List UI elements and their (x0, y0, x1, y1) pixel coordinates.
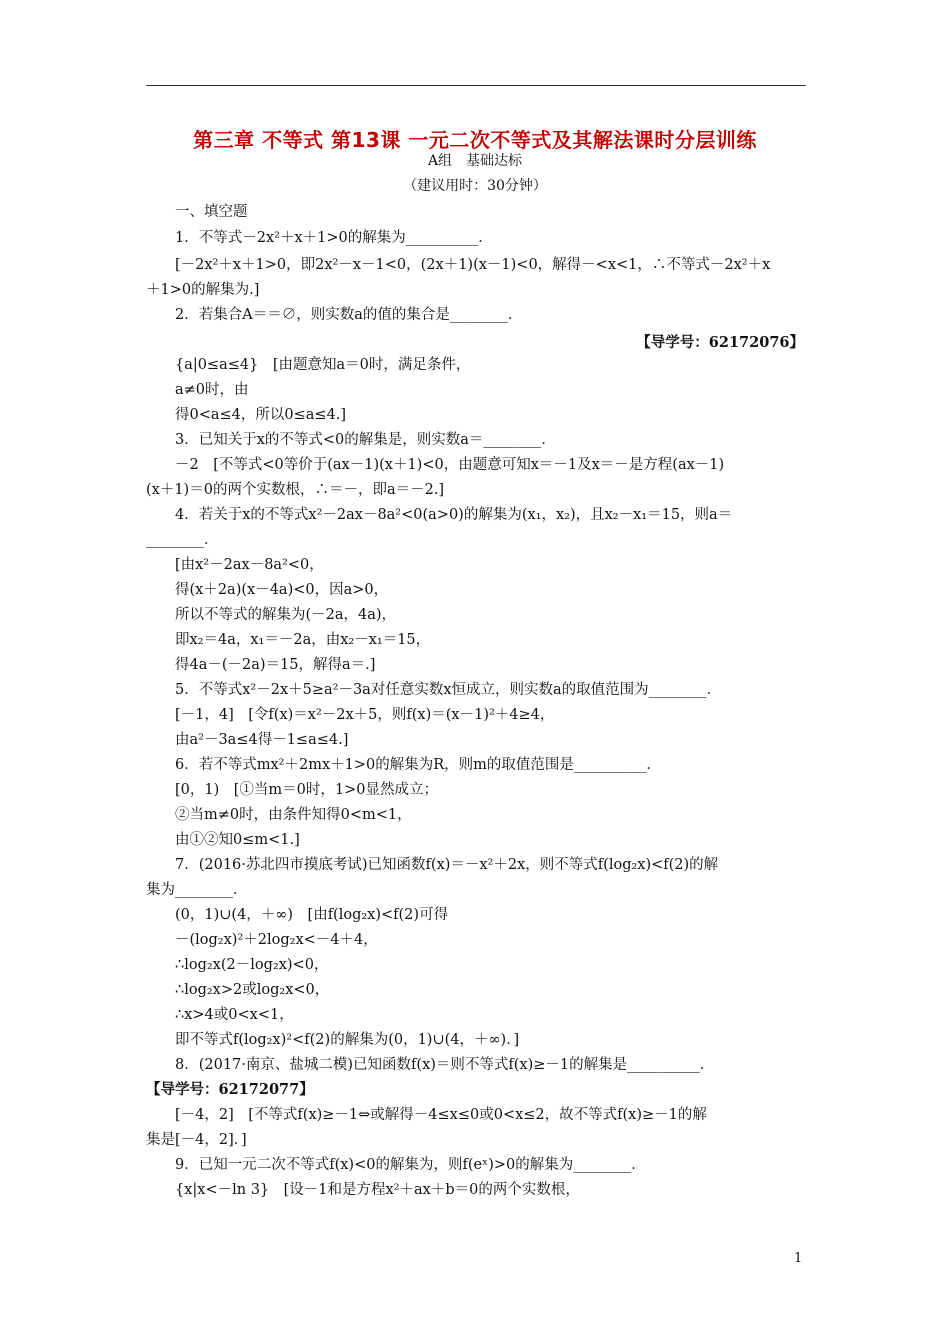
text-line: [由x²－2ax－8a²<0， (175, 557, 324, 573)
text-line: 2．若集合A＝＝∅，则实数a的值的集合是________． (175, 307, 523, 323)
text-line: [－4，2] [不等式f(x)≥－1⇔或解得－4≤x≤0或0<x≤2，故不等式f(x)≥－1的解 (175, 1107, 707, 1123)
text-line: a≠0时，由 (175, 382, 249, 398)
text-line: 集为________． (146, 882, 248, 898)
text-line: 8．(2017·南京、盐城二模)已知函数f(x)＝则不等式f(x)≥－1的解集是__________． (175, 1057, 715, 1073)
text-line: ∴log₂x>2或log₂x<0， (175, 982, 330, 998)
text-line: ∴log₂x(2－log₂x)<0， (175, 957, 329, 973)
text-line: 即不等式f(log₂x)²<f(2)的解集为(0，1)∪(4，＋∞)．] (175, 1032, 520, 1048)
time-hint: （建议用时：30分钟） (403, 178, 547, 194)
text-line: 9．已知一元二次不等式f(x)<0的解集为，则f(eˣ)>0的解集为________． (175, 1157, 646, 1173)
text-line: 6．若不等式mx²＋2mx＋1>0的解集为R，则m的取值范围是__________． (175, 757, 661, 773)
text-line: 7．(2016·苏北四市摸底考试)已知函数f(x)＝－x²＋2x，则不等式f(log₂x)<f(2)的解 (175, 857, 719, 873)
text-line: 得(x＋2a)(x－4a)<0，因a>0， (175, 582, 389, 598)
text-line: [－1，4] [令f(x)＝x²－2x＋5，则f(x)＝(x－1)²＋4≥4， (175, 707, 555, 723)
text-line: 得0<a≤4，所以0≤a≤4.] (175, 407, 347, 423)
page-title: 第三章 不等式 第13课 一元二次不等式及其解法课时分层训练 (193, 128, 757, 152)
section-label: 一、填空题 (175, 204, 248, 220)
text-line: (0，1)∪(4，＋∞) [由f(log₂x)<f(2)可得 (175, 907, 449, 923)
text-line: (x＋1)＝0的两个实数根，∴＝－，即a＝－2.] (146, 482, 445, 498)
text-line: 得4a－(－2a)＝15，解得a＝.] (175, 657, 376, 673)
text-line: ②当m≠0时，由条件知得0<m<1， (175, 807, 412, 823)
text-line: 1．不等式－2x²＋x＋1>0的解集为__________． (175, 230, 493, 246)
guide-number-2: 【导学号：62172077】 (146, 1081, 314, 1098)
text-line: 集是[－4，2]．] (146, 1132, 247, 1148)
text-line: 3．已知关于x的不等式<0的解集是，则实数a＝________． (175, 432, 556, 448)
text-line: 由a²－3a≤4得－1≤a≤4.] (175, 732, 349, 748)
text-line: 所以不等式的解集为(－2a，4a)， (175, 607, 397, 623)
text-line: 5．不等式x²－2x＋5≥a²－3a对任意实数x恒成立，则实数a的取值范围为________． (175, 682, 722, 698)
text-line: [－2x²＋x＋1>0，即2x²－x－1<0，(2x＋1)(x－1)<0，解得－<x<1，∴不等式－2x²＋x (175, 257, 771, 273)
text-line: [0，1) [①当m＝0时，1>0显然成立； (175, 782, 438, 798)
text-line: ∴x>4或0<x<1， (175, 1007, 294, 1023)
page-number: 1 (794, 1251, 803, 1266)
text-line: －(log₂x)²＋2log₂x<－4＋4， (175, 932, 378, 948)
top-rule (146, 85, 806, 86)
text-line: 4．若关于x的不等式x²－2ax－8a²<0(a>0)的解集为(x₁，x₂)，且x₂－x₁＝15，则a＝ (175, 507, 733, 523)
group-label: A组 基础达标 (427, 153, 523, 169)
text-line: {x|x<－ln 3} [设－1和是方程x²＋ax＋b＝0的两个实数根， (175, 1182, 580, 1198)
text-line: －2 [不等式<0等价于(ax－1)(x＋1)<0，由题意可知x＝－1及x＝－是方程(ax－1) (175, 457, 725, 473)
text-line: 由①②知0≤m<1.] (175, 832, 300, 848)
text-line: {a|0≤a≤4} [由题意知a＝0时，满足条件， (175, 357, 471, 373)
text-line: 即x₂＝4a，x₁＝－2a，由x₂－x₁＝15， (175, 632, 431, 648)
text-line: ________． (146, 532, 219, 548)
guide-number-1: 【导学号：62172076】 (636, 334, 804, 351)
text-line: ＋1>0的解集为.] (146, 282, 260, 298)
